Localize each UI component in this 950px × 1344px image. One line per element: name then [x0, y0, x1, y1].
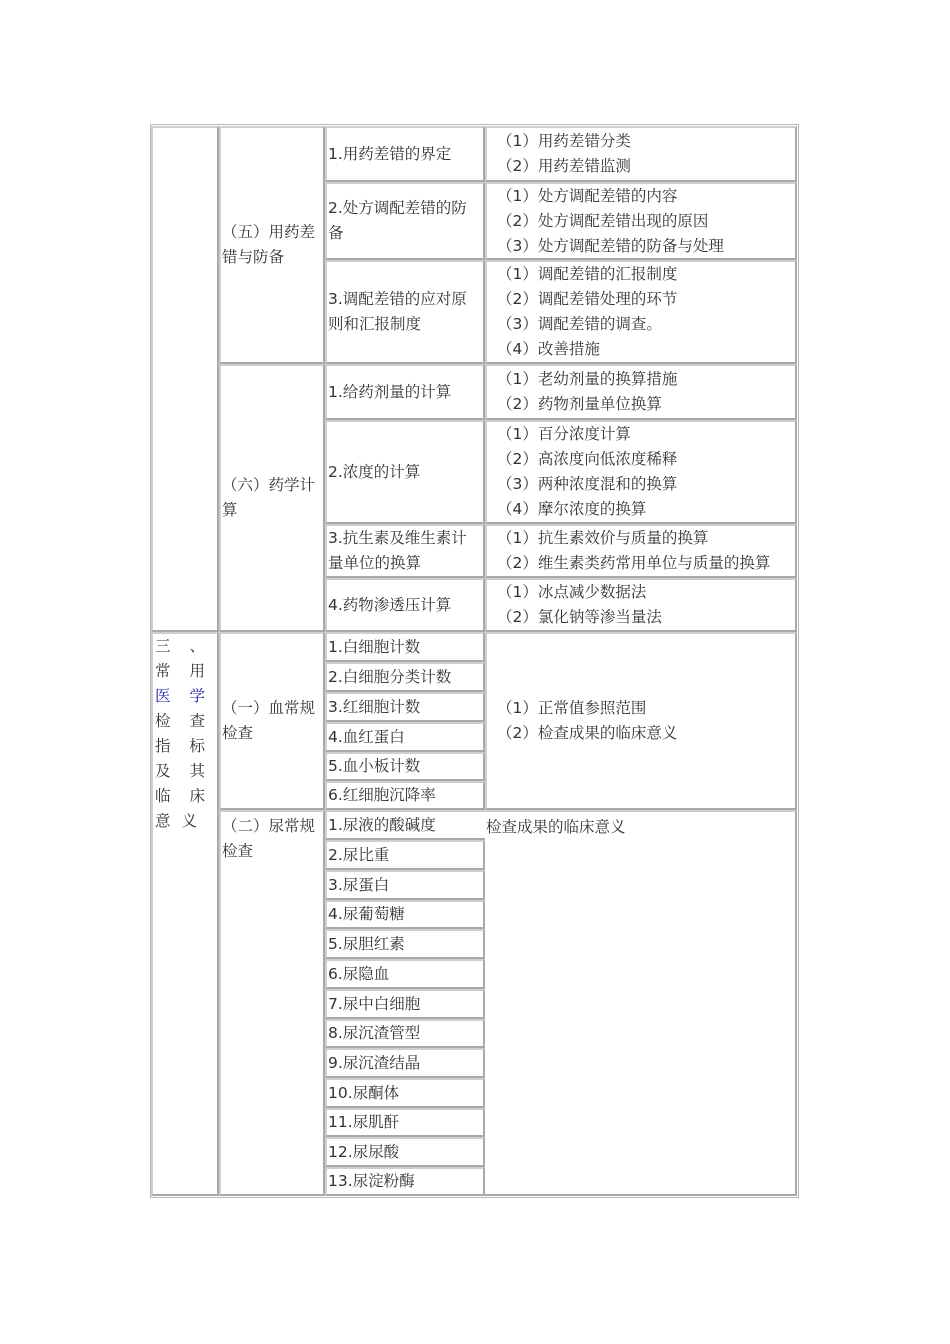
point-line: （3）两种浓度混和的换算 [497, 475, 678, 493]
item-cell [325, 1137, 485, 1167]
item-cell [325, 1108, 485, 1137]
point-line: （1）抗生素效价与质量的换算 [497, 529, 709, 547]
point-line: （2）处方调配差错出现的原因 [497, 211, 709, 230]
item-name: 2.处方调配差错的防备 [328, 199, 467, 242]
item-name: 7.尿中白细胞 [328, 994, 421, 1013]
item-cell [325, 182, 485, 260]
item-name: 1.用药差错的界定 [328, 144, 452, 163]
item-cell [325, 420, 485, 524]
item-name: 2.尿比重 [328, 845, 390, 864]
item-cell [325, 692, 485, 722]
item-name: 5.尿胆红素 [328, 934, 405, 953]
point-line: （4）摩尔浓度的换算 [497, 500, 647, 518]
item-cell [325, 524, 485, 578]
item-cell [325, 870, 485, 900]
points-cell [485, 810, 797, 1196]
point-line: （1）处方调配差错的内容 [497, 186, 678, 205]
item-cell [325, 959, 485, 989]
item-cell [325, 1019, 485, 1048]
item-name: 10.尿酮体 [328, 1083, 400, 1102]
group-cell-6 [219, 364, 325, 632]
item-cell [325, 900, 485, 929]
item-cell [325, 1048, 485, 1078]
point-line: （2）检查成果的临床意义 [497, 724, 678, 742]
points-cell [485, 420, 797, 524]
item-cell [325, 260, 485, 364]
point-line: （2）氯化钠等渗当量法 [497, 608, 662, 626]
item-cell [325, 578, 485, 632]
item-name: 4.药物渗透压计算 [328, 595, 452, 614]
group-1-title: （一）血常规检查 [222, 699, 316, 742]
point-line: （1）冰点减少数据法 [497, 583, 647, 601]
item-name: 8.尿沉渣管型 [328, 1024, 421, 1042]
points-cell [485, 182, 797, 260]
item-name: 13.尿淀粉酶 [328, 1172, 415, 1190]
item-name: 1.白细胞计数 [328, 637, 421, 656]
item-name: 1.给药剂量的计算 [328, 382, 452, 401]
point-line: （1）用药差错分类 [497, 132, 631, 150]
item-cell [325, 840, 485, 870]
point-line: （4）改善措施 [497, 340, 600, 358]
point-line: （1）正常值参照范围 [497, 699, 647, 717]
item-name: 4.尿葡萄糖 [328, 905, 405, 923]
point-line: （1）百分浓度计算 [497, 425, 631, 443]
section-cell-3 [151, 632, 219, 1196]
item-name: 6.红细胞沉降率 [328, 786, 436, 804]
points-cell [485, 632, 797, 810]
item-name: 1.尿液的酸碱度 [328, 815, 436, 834]
item-cell [325, 752, 485, 781]
item-cell [325, 126, 485, 182]
section-cell-blank [151, 126, 219, 632]
item-cell [325, 722, 485, 752]
point-line: （2）维生素类药常用单位与质量的换算 [497, 554, 771, 572]
point-line: （2）高浓度向低浓度稀释 [497, 450, 678, 468]
point-line: （3）调配差错的调查。 [497, 315, 662, 333]
point-line: （1）调配差错的汇报制度 [497, 265, 678, 283]
item-name: 3.尿蛋白 [328, 875, 390, 894]
point-line: 检查成果的临床意义 [486, 818, 626, 836]
item-cell [325, 781, 485, 810]
item-name: 2.白细胞分类计数 [328, 667, 452, 686]
item-name: 3.抗生素及维生素计量单位的换算 [328, 529, 467, 572]
item-name: 6.尿隐血 [328, 964, 390, 983]
item-cell [325, 632, 485, 662]
points-cell [485, 578, 797, 632]
group-cell-1 [219, 632, 325, 810]
group-cell-2 [219, 810, 325, 1196]
point-line: （2）用药差错监测 [497, 157, 631, 175]
group-5-title: （五）用药差错与防备 [222, 223, 316, 266]
group-cell-5 [219, 126, 325, 364]
item-cell [325, 989, 485, 1019]
item-cell [325, 662, 485, 692]
points-cell [485, 524, 797, 578]
item-cell [325, 364, 485, 420]
points-cell [485, 260, 797, 364]
item-name: 4.血红蛋白 [328, 727, 405, 746]
group-6-title: （六）药学计算 [222, 476, 316, 519]
item-cell [325, 810, 485, 840]
point-line: （1）老幼剂量的换算措施 [497, 370, 678, 388]
item-cell [325, 1167, 485, 1196]
item-name: 3.红细胞计数 [328, 697, 421, 716]
point-line: （2）药物剂量单位换算 [497, 395, 662, 413]
medicine-link[interactable]: 医学 [155, 687, 216, 705]
points-cell [485, 364, 797, 420]
item-name: 9.尿沉渣结晶 [328, 1053, 421, 1072]
points-cell [485, 126, 797, 182]
point-line: （2）调配差错处理的环节 [497, 290, 678, 308]
item-cell [325, 1078, 485, 1108]
item-name: 2.浓度的计算 [328, 462, 421, 481]
item-name: 12.尿尿酸 [328, 1142, 400, 1161]
group-2-title: （二）尿常规检查 [222, 817, 316, 860]
point-line: （3）处方调配差错的防备与处理 [497, 236, 724, 255]
item-name: 11.尿肌酐 [328, 1113, 400, 1131]
item-name: 3.调配差错的应对原则和汇报制度 [328, 290, 467, 333]
item-cell [325, 929, 485, 959]
item-name: 5.血小板计数 [328, 757, 421, 775]
section-3-title: 三、常用医学检查指标及其临床意义 [155, 637, 216, 830]
